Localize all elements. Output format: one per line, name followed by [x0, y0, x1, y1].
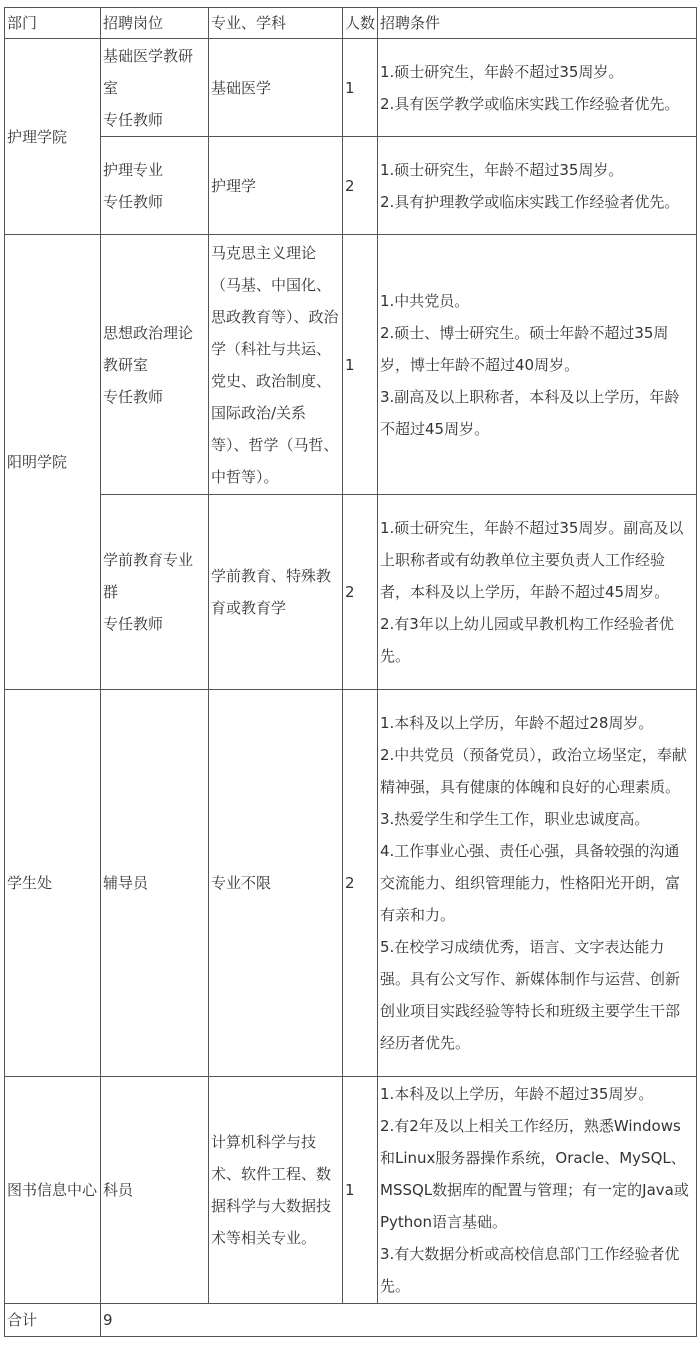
header-position: 招聘岗位	[101, 8, 209, 39]
department-cell: 图书信息中心	[5, 1077, 101, 1304]
position-line: 学前教育专业	[103, 551, 194, 569]
header-count: 人数	[343, 8, 378, 39]
major-cell: 马克思主义理论（马基、中国化、思政教育等）、政治学（科社与共运、党史、政治制度、国际政治/关系等）、哲学（马哲、中哲等）。	[209, 235, 343, 495]
position-line: 专任教师	[103, 387, 164, 406]
major-cell: 学前教育、特殊教育或教育学	[209, 495, 343, 690]
count-cell: 2	[343, 690, 378, 1077]
condition-item: 1.硕士研究生，年龄不超过35周岁。副高及以上职称者或有幼教单位主要负责人工作经验者，本科及以上学历，年龄不超过45周岁。	[380, 519, 684, 601]
position-line: 科员	[103, 1181, 134, 1199]
position-cell	[101, 39, 209, 137]
position-cell	[101, 495, 209, 690]
recruitment-table	[4, 7, 697, 1337]
department-cell: 护理学院	[5, 39, 101, 235]
count-cell: 1	[343, 1077, 378, 1304]
condition-item: 2.具有医学教学或临床实践工作经验者优先。	[380, 94, 680, 113]
table-row	[5, 137, 697, 235]
condition-item: 2.有2年及以上相关工作经历，熟悉Windows和Linux服务器操作系统，Oracle、MySQL、MSSQL数据库的配置与管理；有一定的Java或Python语言基础。	[380, 1117, 689, 1231]
total-value: 9	[101, 1304, 697, 1337]
total-row	[5, 1304, 697, 1337]
position-cell	[101, 1077, 209, 1304]
condition-item: 5.在校学习成绩优秀，语言、文字表达能力强。具有公文写作、新媒体制作与运营、创新创业项目实践经验等特长和班级主要学生干部经历者优先。	[380, 938, 681, 1052]
condition-item: 1.硕士研究生，年龄不超过35周岁。	[380, 160, 624, 179]
condition-item: 3.有大数据分析或高校信息部门工作经验者优先。	[380, 1245, 680, 1295]
header-row	[5, 8, 697, 39]
header-department: 部门	[5, 8, 101, 39]
table-row	[5, 235, 697, 495]
count-cell: 2	[343, 137, 378, 235]
table-row	[5, 1077, 697, 1304]
department-cell: 学生处	[5, 690, 101, 1077]
count-cell: 1	[343, 39, 378, 137]
position-cell	[101, 235, 209, 495]
position-line: 专任教师	[103, 615, 164, 633]
major-cell: 计算机科学与技术、软件工程、数据科学与大数据技术等相关专业。	[209, 1077, 343, 1304]
condition-item: 2.中共党员（预备党员），政治立场坚定，奉献精神强，具有健康的体魄和良好的心理素质。	[380, 746, 687, 796]
condition-item: 2.硕士、博士研究生。硕士年龄不超过35周岁，博士年龄不超过40周岁。	[380, 323, 669, 374]
position-cell	[101, 690, 209, 1077]
header-conditions: 招聘条件	[378, 8, 697, 39]
position-line: 群	[103, 583, 119, 601]
conditions-cell	[378, 39, 697, 137]
condition-item: 1.中共党员。	[380, 291, 470, 310]
position-line: 专任教师	[103, 110, 164, 129]
position-line: 思想政治理论	[103, 323, 194, 342]
position-line: 室	[103, 78, 119, 97]
condition-item: 2.有3年以上幼儿园或早教机构工作经验者优先。	[380, 615, 674, 665]
condition-item: 4.工作事业心强、责任心强，具备较强的沟通交流能力、组织管理能力，性格阳光开朗，富有亲和力。	[380, 842, 681, 924]
conditions-cell	[378, 690, 697, 1077]
conditions-cell	[378, 1077, 697, 1304]
major-cell: 专业不限	[209, 690, 343, 1077]
position-line: 辅导员	[103, 874, 149, 892]
table-row	[5, 39, 697, 137]
conditions-cell	[378, 495, 697, 690]
position-line: 基础医学教研	[103, 46, 194, 65]
position-cell	[101, 137, 209, 235]
total-label: 合计	[5, 1304, 101, 1337]
conditions-cell	[378, 235, 697, 495]
table-row	[5, 495, 697, 690]
position-line: 教研室	[103, 355, 149, 374]
condition-item: 3.副高及以上职称者，本科及以上学历，年龄不超过45周岁。	[380, 387, 680, 438]
condition-item: 1.硕士研究生，年龄不超过35周岁。	[380, 62, 624, 81]
department-cell: 阳明学院	[5, 235, 101, 690]
conditions-cell	[378, 137, 697, 235]
count-cell: 2	[343, 495, 378, 690]
major-cell: 护理学	[209, 137, 343, 235]
position-line: 护理专业	[103, 160, 164, 179]
condition-item: 3.热爱学生和学生工作，职业忠诚度高。	[380, 810, 650, 828]
header-major: 专业、学科	[209, 8, 343, 39]
position-line: 专任教师	[103, 192, 164, 211]
table-row	[5, 690, 697, 1077]
condition-item: 1.本科及以上学历，年龄不超过35周岁。	[380, 1085, 654, 1103]
condition-item: 1.本科及以上学历，年龄不超过28周岁。	[380, 714, 654, 732]
condition-item: 2.具有护理教学或临床实践工作经验者优先。	[380, 192, 680, 211]
count-cell: 1	[343, 235, 378, 495]
major-cell: 基础医学	[209, 39, 343, 137]
